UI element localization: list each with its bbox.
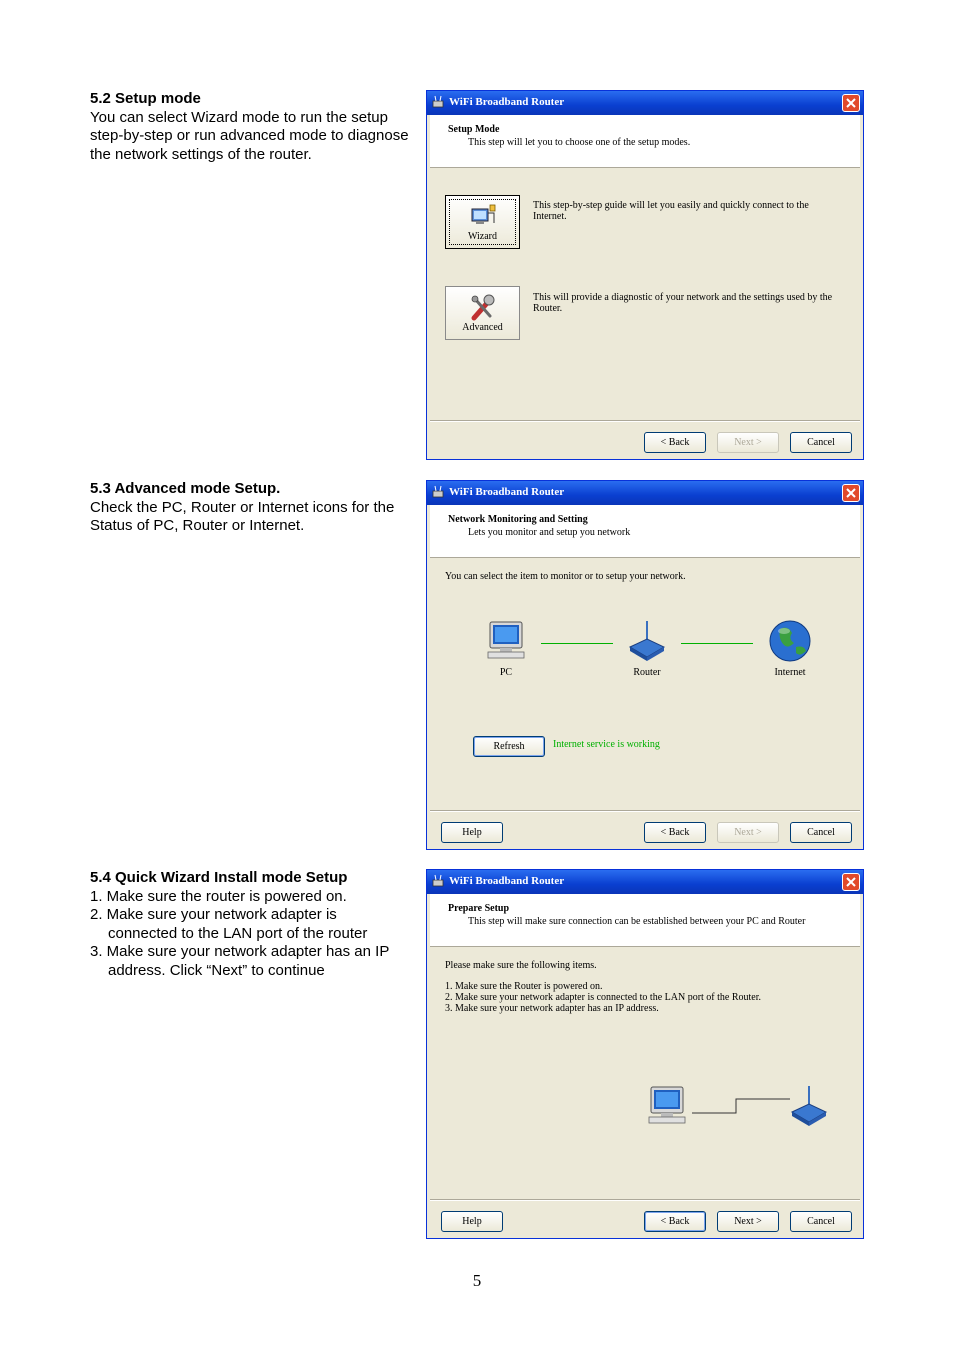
page-number: 5 xyxy=(472,1271,482,1290)
next-button[interactable]: Next > xyxy=(717,1211,779,1232)
section-heading: 5.4 Quick Wizard Install mode Setup xyxy=(90,869,348,886)
advanced-label: Advanced xyxy=(462,322,503,333)
router-app-icon xyxy=(431,95,445,109)
section-quick-wizard xyxy=(90,869,410,980)
advanced-button[interactable] xyxy=(445,286,520,340)
section-heading: 5.2 Setup mode xyxy=(90,90,201,107)
header-subtitle: Lets you monitor and setup you network xyxy=(468,527,631,538)
list-item: 2. Make sure your network adapter is connected to the LAN port of the Router. xyxy=(445,992,762,1003)
wizard-button[interactable] xyxy=(445,195,520,249)
list-item: 3. Make sure your network adapter has an IP address. xyxy=(445,1003,659,1014)
header-panel xyxy=(430,505,860,558)
close-button[interactable] xyxy=(842,484,860,502)
intro-text: You can select the item to monitor or to setup your network. xyxy=(445,571,686,582)
help-button[interactable]: Help xyxy=(441,1211,503,1232)
header-title: Prepare Setup xyxy=(448,903,510,914)
list-item: 1. Make sure the Router is powered on. xyxy=(445,981,603,992)
header-subtitle: This step will let you to choose one of the setup modes. xyxy=(468,137,691,148)
back-button[interactable]: < Back xyxy=(644,1211,706,1232)
list-item: 2. Make sure your network adapter is connected to the LAN port of the router xyxy=(90,906,368,942)
header-panel xyxy=(430,115,860,168)
advanced-description: This will provide a diagnostic of your network and the settings used by the Router. xyxy=(533,292,833,314)
footer-divider xyxy=(430,1199,860,1201)
next-button[interactable]: Next > xyxy=(717,822,779,843)
window-title: WiFi Broadband Router xyxy=(449,486,565,498)
section-body: Check the PC, Router or Internet icons for the Status of PC, Router or Internet. xyxy=(90,498,395,534)
footer-divider xyxy=(430,420,860,422)
close-icon xyxy=(843,95,859,111)
footer-divider xyxy=(430,810,860,812)
header-title: Setup Mode xyxy=(448,124,500,135)
title-bar[interactable] xyxy=(427,91,863,115)
next-button[interactable]: Next > xyxy=(717,432,779,453)
checklist xyxy=(445,981,761,1014)
cancel-button[interactable]: Cancel xyxy=(790,822,852,843)
router-app-icon xyxy=(431,874,445,888)
status-text: Internet service is working xyxy=(553,739,660,750)
pc-router-link xyxy=(541,643,613,644)
router-app-icon xyxy=(431,485,445,499)
cancel-button[interactable]: Cancel xyxy=(790,432,852,453)
internet-node[interactable] xyxy=(766,619,814,681)
advanced-tools-icon xyxy=(468,292,498,324)
title-bar[interactable] xyxy=(427,870,863,894)
pc-node[interactable] xyxy=(485,619,527,681)
window-title: WiFi Broadband Router xyxy=(449,875,565,887)
section-advanced-mode xyxy=(90,480,410,536)
wizard-description: This step-by-step guide will let you easily and quickly connect to the Internet. xyxy=(533,200,809,222)
router-icon xyxy=(626,617,668,663)
close-button[interactable] xyxy=(842,873,860,891)
cancel-button[interactable]: Cancel xyxy=(790,1211,852,1232)
title-bar[interactable] xyxy=(427,481,863,505)
prepare-setup-window xyxy=(426,869,864,1239)
intro-text: Please make sure the following items. xyxy=(445,960,597,971)
router-icon xyxy=(788,1082,830,1128)
setup-mode-window xyxy=(426,90,864,460)
router-node[interactable] xyxy=(626,617,668,681)
section-heading: 5.3 Advanced mode Setup. xyxy=(90,480,281,497)
router-internet-link xyxy=(681,643,753,644)
header-panel xyxy=(430,894,860,947)
window-title: WiFi Broadband Router xyxy=(449,96,565,108)
wizard-icon xyxy=(468,201,498,233)
list-item: 1. Make sure the router is powered on. xyxy=(90,887,347,905)
pc-label: PC xyxy=(499,667,513,678)
wizard-label: Wizard xyxy=(467,231,498,242)
back-button[interactable]: < Back xyxy=(644,432,706,453)
connection-line xyxy=(692,1096,790,1116)
section-body: You can select Wizard mode to run the setup step-by-step or run advanced mode to diagnose the network settings of the router. xyxy=(90,108,409,163)
internet-label: Internet xyxy=(774,667,806,678)
window-body xyxy=(430,505,860,846)
network-monitoring-window xyxy=(426,480,864,850)
help-button[interactable]: Help xyxy=(441,822,503,843)
refresh-button[interactable]: Refresh xyxy=(473,736,545,757)
back-button[interactable]: < Back xyxy=(644,822,706,843)
router-label: Router xyxy=(633,667,661,678)
close-icon xyxy=(843,874,859,890)
close-button[interactable] xyxy=(842,94,860,112)
section-list xyxy=(90,888,410,981)
list-item: 3. Make sure your network adapter has an IP address. Click “Next” to continue xyxy=(90,943,390,979)
header-subtitle: This step will make sure connection can be established between your PC and Router xyxy=(468,916,806,927)
header-title: Network Monitoring and Setting xyxy=(448,514,588,525)
pc-icon xyxy=(485,619,527,663)
close-icon xyxy=(843,485,859,501)
pc-icon xyxy=(646,1084,688,1128)
globe-icon xyxy=(766,619,814,663)
section-setup-mode xyxy=(90,90,410,164)
window-body xyxy=(430,115,860,456)
window-body xyxy=(430,894,860,1235)
